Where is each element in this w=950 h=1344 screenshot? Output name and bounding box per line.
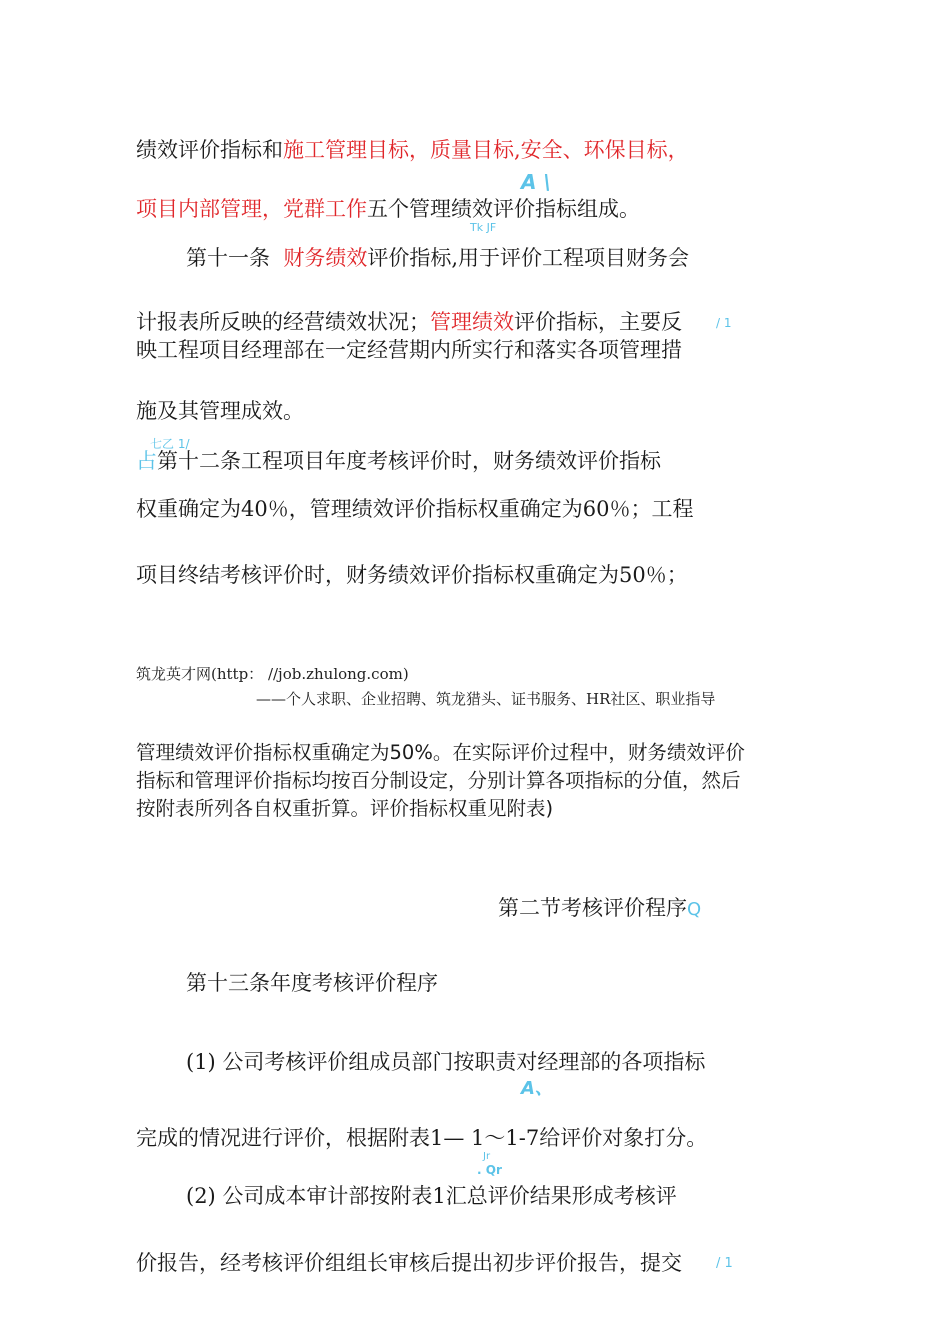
footer-site: 筑龙英才网(http： //job.zhulong.com) bbox=[136, 665, 409, 683]
scan-mark: Jr bbox=[483, 1151, 491, 1162]
scan-mark: / 1 bbox=[716, 316, 732, 330]
article-12-line bbox=[136, 448, 661, 474]
text-line: 按附表所列各自权重折算。评价指标权重见附表) bbox=[136, 797, 554, 820]
text: 评价指标，主要反 bbox=[514, 310, 682, 334]
article-11-line bbox=[186, 245, 689, 271]
highlight-text: 施工管理目标，质量目标,安全、环保目标， bbox=[283, 138, 689, 162]
text: 第十二条工程项目年度考核评价时，财务绩效评价指标 bbox=[157, 449, 661, 473]
text-line bbox=[136, 309, 682, 335]
list-item-1: (1) 公司考核评价组成员部门按职责对经理部的各项指标 bbox=[186, 1050, 706, 1074]
text-line: 施及其管理成效。 bbox=[136, 399, 304, 423]
scan-mark: / 1 bbox=[716, 1256, 733, 1271]
scan-mark: . Qr bbox=[477, 1163, 502, 1177]
text: 计报表所反映的经营绩效状况； bbox=[136, 310, 430, 334]
scan-mark: A \ bbox=[521, 170, 551, 194]
text-line: 映工程项目经理部在一定经营期内所实行和落实各项管理措 bbox=[136, 338, 682, 362]
scan-mark: 占 bbox=[136, 449, 157, 473]
text-line: 指标和管理评价指标均按百分制设定，分别计算各项指标的分值，然后 bbox=[136, 769, 741, 792]
text-line: 管理绩效评价指标权重确定为50%。在实际评价过程中，财务绩效评价 bbox=[136, 741, 745, 764]
highlight-text: 财务绩效 bbox=[283, 246, 368, 270]
highlight-text: 项目内部管理，党群工作 bbox=[136, 197, 367, 221]
text-line: 价报告，经考核评价组组长审核后提出初步评价报告，提交 bbox=[136, 1251, 682, 1275]
scan-mark: Tk JF bbox=[470, 221, 497, 234]
section-title-text: 第二节考核评价程序 bbox=[498, 896, 687, 920]
text-line: 完成的情况进行评价，根据附表1— 1〜1-7给评价对象打分。 bbox=[136, 1126, 708, 1150]
article-13-title: 第十三条年度考核评价程序 bbox=[186, 971, 438, 995]
text-line: 项目终结考核评价时，财务绩效评价指标权重确定为50％； bbox=[136, 563, 688, 587]
scan-mark: A、 bbox=[521, 1078, 553, 1099]
scan-mark: Q bbox=[687, 899, 702, 920]
text: 评价指标,用于评价工程项目财务会 bbox=[367, 246, 690, 270]
article-number: 第十一条 bbox=[186, 246, 270, 270]
text-line bbox=[136, 137, 689, 163]
highlight-text: 管理绩效 bbox=[430, 310, 514, 334]
scan-mark: 七乙 1/ bbox=[150, 437, 190, 451]
footer-tagline: ——个人求职、企业招聘、筑龙猎头、证书服务、HR社区、职业指导 bbox=[256, 690, 716, 708]
text-line: 权重确定为40％，管理绩效评价指标权重确定为60％；工程 bbox=[136, 497, 694, 521]
text: 绩效评价指标和 bbox=[136, 138, 283, 162]
text-line bbox=[136, 196, 640, 222]
section-title bbox=[498, 895, 701, 923]
list-item-2: (2) 公司成本审计部按附表1汇总评价结果形成考核评 bbox=[186, 1184, 677, 1208]
text: 五个管理绩效评价指标组成。 bbox=[367, 197, 640, 221]
